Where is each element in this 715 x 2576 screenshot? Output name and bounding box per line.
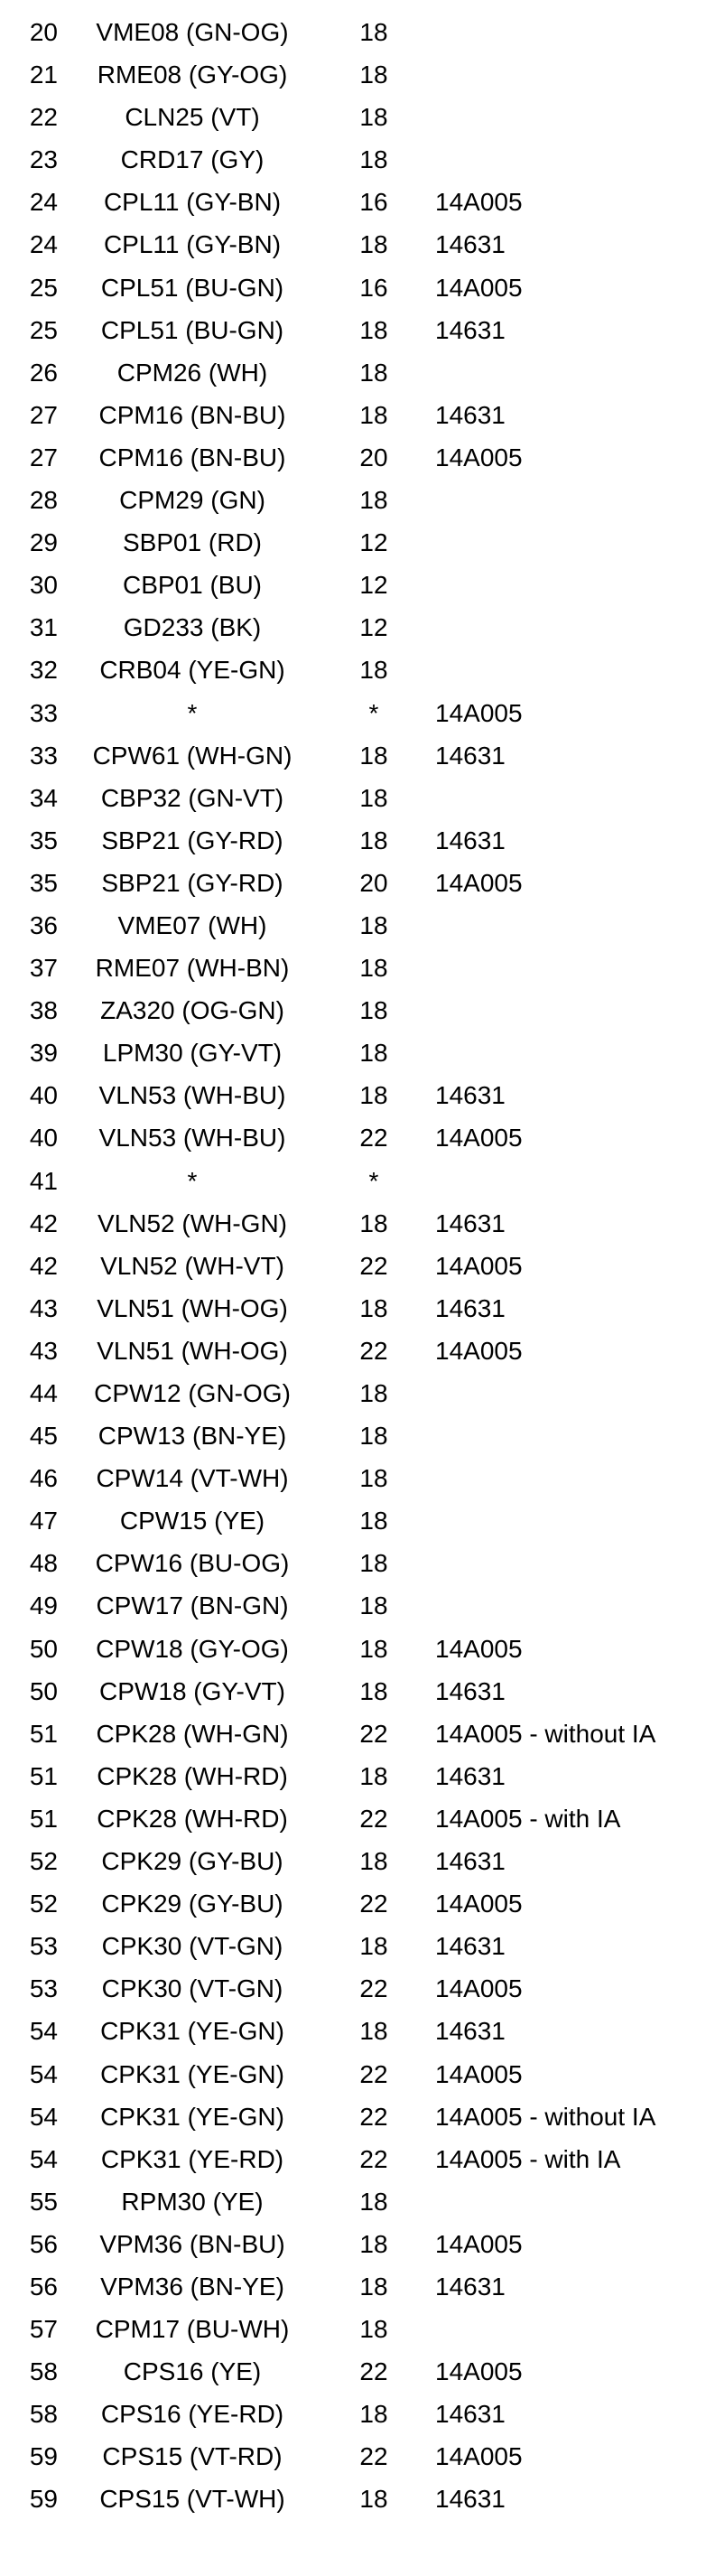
table-row xyxy=(0,947,715,989)
wire-gauge: 18 xyxy=(359,1039,388,1068)
wire-gauge: 18 xyxy=(359,996,388,1025)
option-code: 14631 xyxy=(435,230,506,259)
circuit-code: CPW13 (BN-YE) xyxy=(98,1422,287,1451)
pin-number: 54 xyxy=(29,2144,58,2173)
circuit-code: CPL11 (GY-BN) xyxy=(103,188,282,217)
wire-gauge: 18 xyxy=(359,1422,388,1451)
pin-number: 44 xyxy=(29,1379,58,1407)
table-row xyxy=(0,2435,715,2478)
wire-gauge: 20 xyxy=(359,868,388,897)
pin-number: 32 xyxy=(29,656,58,685)
option-code: 14631 xyxy=(435,1676,506,1705)
circuit-code: CPW15 (YE) xyxy=(119,1507,265,1535)
wire-gauge: 18 xyxy=(359,61,388,89)
wire-gauge: 18 xyxy=(359,1379,388,1407)
table-row xyxy=(0,394,715,436)
option-code: 14A005 xyxy=(435,1124,523,1153)
pin-number: 52 xyxy=(29,1890,58,1918)
wire-gauge: 18 xyxy=(359,1209,388,1237)
wire-gauge: 22 xyxy=(359,2102,388,2131)
wire-gauge: 18 xyxy=(359,1591,388,1620)
circuit-code: CPW18 (GY-OG) xyxy=(96,1634,289,1663)
table-row xyxy=(0,1074,715,1116)
pin-number: 27 xyxy=(29,400,58,429)
wire-gauge: 18 xyxy=(359,1932,388,1961)
circuit-code: CPM29 (GN) xyxy=(119,486,265,515)
table-row xyxy=(0,692,715,734)
circuit-code: CBP32 (GN-VT) xyxy=(100,783,284,812)
pin-number: 51 xyxy=(29,1804,58,1833)
table-row xyxy=(0,1330,715,1372)
circuit-code: VME08 (GN-OG) xyxy=(96,18,289,46)
option-code: 14A005 xyxy=(435,1251,523,1280)
option-code: 14A005 xyxy=(435,443,523,471)
table-row xyxy=(0,1414,715,1457)
pin-number: 54 xyxy=(29,2102,58,2131)
option-code: 14A005 xyxy=(435,868,523,897)
pin-number: 31 xyxy=(29,613,58,642)
circuit-code: CRB04 (YE-GN) xyxy=(99,656,285,685)
pin-number: 33 xyxy=(29,698,58,727)
table-row xyxy=(0,1584,715,1627)
table-row xyxy=(0,1755,715,1797)
pin-number: 42 xyxy=(29,1209,58,1237)
circuit-code: ZA320 (OG-GN) xyxy=(100,996,284,1025)
wire-gauge: 18 xyxy=(359,1081,388,1110)
pin-number: 34 xyxy=(29,783,58,812)
pin-number: 51 xyxy=(29,1761,58,1790)
wire-gauge: 18 xyxy=(359,358,388,387)
pin-number: 25 xyxy=(29,273,58,302)
circuit-code: CPW12 (GN-OG) xyxy=(94,1379,291,1407)
circuit-code: CPK30 (VT-GN) xyxy=(101,1974,283,2003)
wire-table xyxy=(0,11,715,2521)
pin-number: 23 xyxy=(29,145,58,174)
wire-gauge: 18 xyxy=(359,2272,388,2301)
table-row xyxy=(0,181,715,223)
table-row xyxy=(0,2265,715,2308)
option-code: 14631 xyxy=(435,826,506,854)
circuit-code: SBP01 (RD) xyxy=(122,528,263,557)
pin-number: 45 xyxy=(29,1422,58,1451)
wire-gauge: 22 xyxy=(359,1974,388,2003)
wire-gauge: 18 xyxy=(359,656,388,685)
option-code: 14631 xyxy=(435,1293,506,1322)
table-row xyxy=(0,2138,715,2180)
circuit-code: CPS15 (VT-WH) xyxy=(99,2485,285,2514)
pin-number: 41 xyxy=(29,1166,58,1195)
wire-gauge: 22 xyxy=(359,1890,388,1918)
pin-number: 54 xyxy=(29,2059,58,2088)
table-row xyxy=(0,1031,715,1074)
circuit-code: CPK28 (WH-GN) xyxy=(96,1719,289,1748)
pin-number: 50 xyxy=(29,1634,58,1663)
circuit-code: RME07 (WH-BN) xyxy=(95,954,290,983)
wire-gauge: 18 xyxy=(359,2187,388,2216)
option-code: 14631 xyxy=(435,400,506,429)
pin-number: 46 xyxy=(29,1464,58,1493)
circuit-code: VLN51 (WH-OG) xyxy=(97,1293,288,1322)
pin-number: 21 xyxy=(29,61,58,89)
wire-gauge: 18 xyxy=(359,1507,388,1535)
table-row xyxy=(0,1542,715,1584)
circuit-code: CPS16 (YE-RD) xyxy=(100,2400,284,2429)
table-row xyxy=(0,1116,715,1159)
option-code: 14A005 xyxy=(435,1974,523,2003)
wire-gauge: 12 xyxy=(359,571,388,600)
wire-gauge: 18 xyxy=(359,315,388,344)
pin-number: 37 xyxy=(29,954,58,983)
option-code: 14631 xyxy=(435,2400,506,2429)
pin-number: 38 xyxy=(29,996,58,1025)
wire-gauge: 16 xyxy=(359,273,388,302)
circuit-code: CPL51 (BU-GN) xyxy=(100,315,284,344)
pin-number: 53 xyxy=(29,1932,58,1961)
table-row xyxy=(0,1372,715,1414)
wire-gauge: 18 xyxy=(359,2315,388,2344)
pin-number: 59 xyxy=(29,2485,58,2514)
pin-number: 35 xyxy=(29,868,58,897)
wire-gauge: 22 xyxy=(359,1719,388,1748)
pin-number: 26 xyxy=(29,358,58,387)
circuit-code: VPM36 (BN-BU) xyxy=(99,2229,285,2258)
wire-gauge: 18 xyxy=(359,1293,388,1322)
table-row xyxy=(0,1797,715,1840)
wire-gauge: 20 xyxy=(359,443,388,471)
table-row xyxy=(0,904,715,947)
pin-number: 56 xyxy=(29,2229,58,2258)
circuit-code: CPK30 (VT-GN) xyxy=(101,1932,283,1961)
table-row xyxy=(0,989,715,1031)
table-row xyxy=(0,2223,715,2265)
wire-gauge: 18 xyxy=(359,2400,388,2429)
wire-gauge: 18 xyxy=(359,400,388,429)
wire-gauge: 18 xyxy=(359,1634,388,1663)
pin-number: 47 xyxy=(29,1507,58,1535)
circuit-code: CPS16 (YE) xyxy=(123,2357,262,2386)
option-code: 14631 xyxy=(435,741,506,770)
circuit-code: CPW17 (BN-GN) xyxy=(96,1591,289,1620)
table-row xyxy=(0,777,715,819)
option-code: 14631 xyxy=(435,1761,506,1790)
circuit-code: CLN25 (VT) xyxy=(125,103,260,132)
circuit-code: VLN53 (WH-BU) xyxy=(98,1081,286,1110)
pin-number: 43 xyxy=(29,1293,58,1322)
table-row xyxy=(0,53,715,96)
table-row xyxy=(0,2393,715,2435)
circuit-code: CPK31 (YE-GN) xyxy=(100,2102,284,2131)
wire-gauge: 18 xyxy=(359,230,388,259)
wire-gauge: 16 xyxy=(359,188,388,217)
option-code: 14A005 xyxy=(435,188,523,217)
wire-gauge: 22 xyxy=(359,2059,388,2088)
pin-number: 42 xyxy=(29,1251,58,1280)
wire-gauge: 12 xyxy=(359,613,388,642)
pin-number: 58 xyxy=(29,2357,58,2386)
circuit-code: CPM16 (BN-BU) xyxy=(98,443,286,471)
pin-number: 43 xyxy=(29,1336,58,1365)
wire-gauge: 22 xyxy=(359,1336,388,1365)
wire-gauge: 18 xyxy=(359,1464,388,1493)
circuit-code: CPW18 (GY-VT) xyxy=(99,1676,285,1705)
wire-gauge: 22 xyxy=(359,1124,388,1153)
wire-gauge: 18 xyxy=(359,2485,388,2514)
pin-number: 28 xyxy=(29,486,58,515)
pin-number: 50 xyxy=(29,1676,58,1705)
wire-gauge: 18 xyxy=(359,783,388,812)
wire-gauge: 18 xyxy=(359,1549,388,1578)
wire-gauge: 18 xyxy=(359,18,388,46)
table-row xyxy=(0,2010,715,2052)
pin-number: 24 xyxy=(29,230,58,259)
table-row xyxy=(0,223,715,266)
table-row xyxy=(0,2095,715,2138)
option-code: 14A005 xyxy=(435,1890,523,1918)
pin-number: 40 xyxy=(29,1124,58,1153)
circuit-code: CPK28 (WH-RD) xyxy=(97,1804,288,1833)
option-code: 14631 xyxy=(435,315,506,344)
pin-number: 54 xyxy=(29,2017,58,2046)
circuit-code: CRD17 (GY) xyxy=(120,145,265,174)
table-row xyxy=(0,1202,715,1245)
wire-gauge: 18 xyxy=(359,910,388,939)
table-row xyxy=(0,2053,715,2095)
circuit-code: CPW61 (WH-GN) xyxy=(92,741,292,770)
circuit-code: CPK31 (YE-GN) xyxy=(100,2017,284,2046)
circuit-code: RPM30 (YE) xyxy=(121,2187,264,2216)
pin-number: 30 xyxy=(29,571,58,600)
pin-number: 36 xyxy=(29,910,58,939)
pin-number: 27 xyxy=(29,443,58,471)
circuit-code: CPM16 (BN-BU) xyxy=(98,400,286,429)
table-row xyxy=(0,266,715,309)
circuit-code: CPK29 (GY-BU) xyxy=(101,1847,283,1876)
circuit-code: RME08 (GY-OG) xyxy=(97,61,288,89)
table-row xyxy=(0,11,715,53)
pin-number: 20 xyxy=(29,18,58,46)
pin-number: 53 xyxy=(29,1974,58,2003)
pin-number: 35 xyxy=(29,826,58,854)
option-code: 14A005 xyxy=(435,2357,523,2386)
wire-gauge: 18 xyxy=(359,1847,388,1876)
wire-gauge: 18 xyxy=(359,145,388,174)
circuit-code: SBP21 (GY-RD) xyxy=(101,868,283,897)
circuit-code: GD233 (BK) xyxy=(123,613,262,642)
option-code: 14A005 - with IA xyxy=(435,2144,621,2173)
circuit-code: CPK31 (YE-RD) xyxy=(100,2144,284,2173)
circuit-code: CBP01 (BU) xyxy=(122,571,263,600)
table-row xyxy=(0,436,715,479)
table-row xyxy=(0,606,715,649)
table-row xyxy=(0,1925,715,1967)
circuit-code: SBP21 (GY-RD) xyxy=(101,826,283,854)
table-row xyxy=(0,96,715,138)
table-row xyxy=(0,1967,715,2010)
wire-gauge: 18 xyxy=(359,1761,388,1790)
option-code: 14A005 xyxy=(435,1336,523,1365)
circuit-code: CPL51 (BU-GN) xyxy=(100,273,284,302)
table-row xyxy=(0,2308,715,2350)
table-row xyxy=(0,1882,715,1925)
table-row xyxy=(0,1245,715,1287)
table-row xyxy=(0,1840,715,1882)
option-code: 14631 xyxy=(435,1932,506,1961)
wire-gauge: 22 xyxy=(359,2144,388,2173)
circuit-code: CPK31 (YE-GN) xyxy=(100,2059,284,2088)
wire-gauge: 18 xyxy=(359,741,388,770)
table-row xyxy=(0,819,715,862)
wire-gauge: * xyxy=(368,1166,379,1195)
circuit-code: CPS15 (VT-RD) xyxy=(102,2442,283,2471)
circuit-code: * xyxy=(187,698,198,727)
circuit-code: CPK28 (WH-RD) xyxy=(97,1761,288,1790)
option-code: 14631 xyxy=(435,1847,506,1876)
pin-number: 22 xyxy=(29,103,58,132)
option-code: 14A005 - with IA xyxy=(435,1804,621,1833)
pin-number: 58 xyxy=(29,2400,58,2429)
circuit-code: CPK29 (GY-BU) xyxy=(101,1890,283,1918)
table-row xyxy=(0,1499,715,1542)
pin-number: 52 xyxy=(29,1847,58,1876)
option-code: 14631 xyxy=(435,2272,506,2301)
table-row xyxy=(0,1670,715,1713)
wire-gauge: 18 xyxy=(359,954,388,983)
option-code: 14A005 xyxy=(435,2059,523,2088)
table-row xyxy=(0,309,715,351)
wire-gauge: 18 xyxy=(359,1676,388,1705)
option-code: 14A005 xyxy=(435,1634,523,1663)
circuit-code: CPW14 (VT-WH) xyxy=(96,1464,289,1493)
pin-number: 40 xyxy=(29,1081,58,1110)
pin-number: 33 xyxy=(29,741,58,770)
table-row xyxy=(0,2478,715,2520)
circuit-code: VLN51 (WH-OG) xyxy=(97,1336,288,1365)
circuit-code: LPM30 (GY-VT) xyxy=(102,1039,283,1068)
pin-number: 56 xyxy=(29,2272,58,2301)
wire-gauge: 18 xyxy=(359,103,388,132)
wire-gauge: 22 xyxy=(359,1251,388,1280)
pin-number: 25 xyxy=(29,315,58,344)
pin-number: 24 xyxy=(29,188,58,217)
option-code: 14631 xyxy=(435,1209,506,1237)
pin-number: 29 xyxy=(29,528,58,557)
circuit-code: CPM17 (BU-WH) xyxy=(95,2315,290,2344)
pin-number: 39 xyxy=(29,1039,58,1068)
table-row xyxy=(0,1457,715,1499)
option-code: 14A005 - without IA xyxy=(435,1719,656,1748)
circuit-code: * xyxy=(187,1166,198,1195)
wire-gauge: 18 xyxy=(359,826,388,854)
wire-gauge: 18 xyxy=(359,486,388,515)
circuit-code: CPL11 (GY-BN) xyxy=(103,230,282,259)
wire-gauge: 18 xyxy=(359,2229,388,2258)
table-row xyxy=(0,734,715,777)
table-row xyxy=(0,2350,715,2393)
table-row xyxy=(0,1713,715,1755)
option-code: 14631 xyxy=(435,1081,506,1110)
circuit-code: CPW16 (BU-OG) xyxy=(95,1549,290,1578)
option-code: 14A005 - without IA xyxy=(435,2102,656,2131)
wire-gauge: 22 xyxy=(359,1804,388,1833)
pin-number: 51 xyxy=(29,1719,58,1748)
wire-gauge: 22 xyxy=(359,2442,388,2471)
option-code: 14A005 xyxy=(435,698,523,727)
table-row xyxy=(0,2180,715,2223)
table-row xyxy=(0,1628,715,1670)
wire-gauge: 12 xyxy=(359,528,388,557)
table-row xyxy=(0,649,715,691)
table-row xyxy=(0,351,715,394)
table-row xyxy=(0,521,715,564)
circuit-code: VLN52 (WH-GN) xyxy=(97,1209,287,1237)
option-code: 14631 xyxy=(435,2485,506,2514)
option-code: 14A005 xyxy=(435,273,523,302)
circuit-code: VPM36 (BN-YE) xyxy=(100,2272,284,2301)
option-code: 14631 xyxy=(435,2017,506,2046)
option-code: 14A005 xyxy=(435,2229,523,2258)
pin-number: 59 xyxy=(29,2442,58,2471)
pin-number: 55 xyxy=(29,2187,58,2216)
table-row xyxy=(0,862,715,904)
wire-gauge: * xyxy=(368,698,379,727)
wire-gauge: 22 xyxy=(359,2357,388,2386)
circuit-code: CPM26 (WH) xyxy=(116,358,268,387)
circuit-code: VLN52 (WH-VT) xyxy=(100,1251,284,1280)
table-row xyxy=(0,479,715,521)
circuit-code: VLN53 (WH-BU) xyxy=(98,1124,286,1153)
option-code: 14A005 xyxy=(435,2442,523,2471)
table-row xyxy=(0,1160,715,1202)
circuit-code: VME07 (WH) xyxy=(117,910,267,939)
table-row xyxy=(0,138,715,181)
pin-number: 48 xyxy=(29,1549,58,1578)
pin-number: 49 xyxy=(29,1591,58,1620)
pin-number: 57 xyxy=(29,2315,58,2344)
table-row xyxy=(0,564,715,606)
wire-gauge: 18 xyxy=(359,2017,388,2046)
table-row xyxy=(0,1287,715,1330)
